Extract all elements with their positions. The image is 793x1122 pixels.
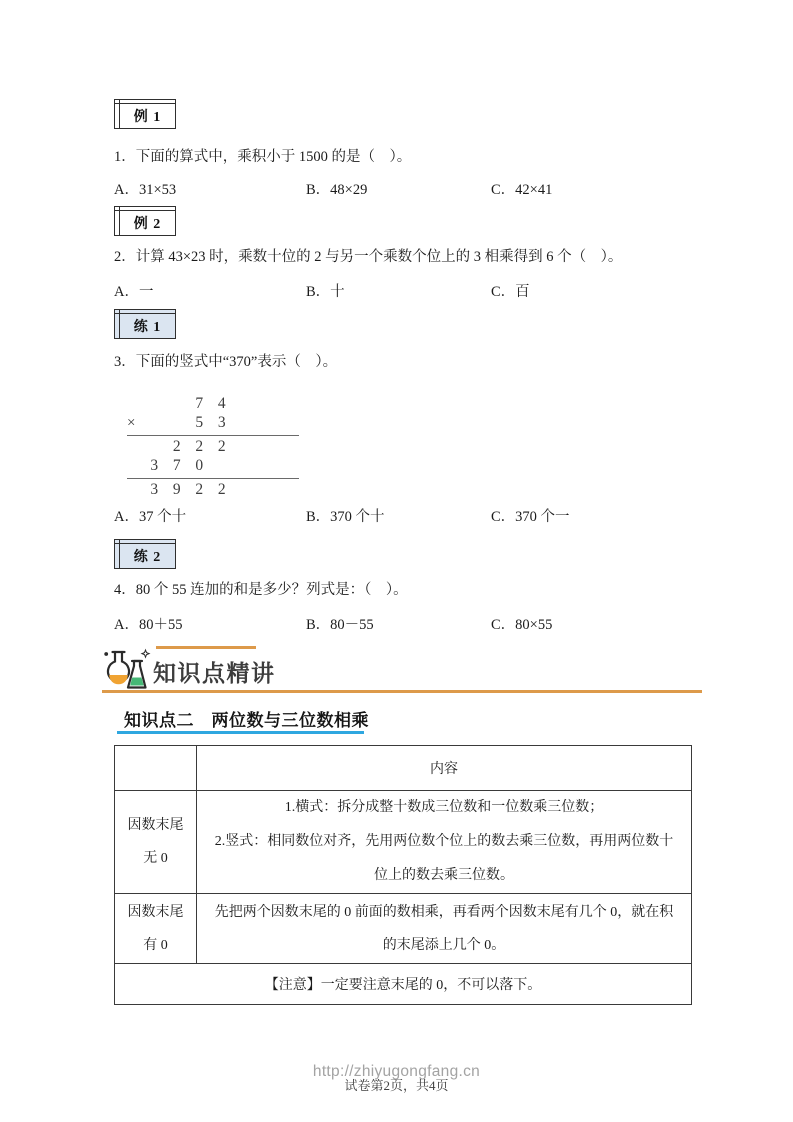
question-3-option-c: C．370 个一 bbox=[491, 509, 570, 525]
question-2-option-a: A．一 bbox=[114, 284, 154, 300]
question-1-option-c: C．42×41 bbox=[491, 182, 553, 198]
question-2-text: 2．计算 43×23 时，乘数十位的 2 与另一个乘数个位上的 3 相乘得到 6 个（ ）。 bbox=[114, 249, 623, 265]
row-content-with-zero bbox=[197, 894, 692, 964]
tag-box-example-2 bbox=[114, 206, 176, 236]
mult-row-product bbox=[127, 480, 299, 500]
table-row-with-zero bbox=[115, 894, 692, 964]
question-3-options bbox=[114, 505, 694, 526]
mult-digit: 3 bbox=[150, 480, 159, 498]
mult-digit: 0 bbox=[195, 457, 204, 475]
question-3-option-b: B．370 个十 bbox=[306, 509, 385, 525]
row-label-line-2: 无 0 bbox=[143, 851, 168, 866]
mult-row-multiplier bbox=[127, 414, 299, 434]
tag-box-practice-2 bbox=[114, 539, 176, 569]
mult-digit: 3 bbox=[150, 457, 159, 475]
tag-label-example-2: 例 2 bbox=[133, 217, 162, 232]
mult-row-multiplicand bbox=[127, 394, 299, 414]
mult-digit: 4 bbox=[217, 394, 226, 412]
question-1-text: 1．下面的算式中，乘积小于 1500 的是（ ）。 bbox=[114, 149, 412, 165]
table-header-content: 内容 bbox=[197, 746, 692, 791]
mult-digit: 9 bbox=[172, 480, 181, 498]
tag-box-example-1 bbox=[114, 99, 176, 129]
mult-digit: 2 bbox=[172, 437, 181, 455]
mult-row-partial-2 bbox=[127, 457, 299, 477]
mult-digit: 7 bbox=[195, 394, 204, 412]
row-content-no-zero bbox=[197, 791, 692, 894]
mult-separator-line bbox=[127, 435, 299, 436]
accent-line-short bbox=[156, 646, 256, 649]
mult-digit: 7 bbox=[172, 457, 181, 475]
row-label-line-1: 因数末尾 bbox=[127, 904, 184, 920]
table-row-no-zero bbox=[115, 791, 692, 894]
question-1-option-a: A．31×53 bbox=[114, 182, 177, 198]
mult-row-partial-1 bbox=[127, 437, 299, 457]
row-content-wrapper bbox=[197, 896, 691, 962]
row-label-no-zero bbox=[115, 791, 197, 894]
question-3-option-a: A．37 个十 bbox=[114, 509, 187, 525]
row-label-with-zero bbox=[115, 894, 197, 964]
mult-separator-line bbox=[127, 478, 299, 479]
tag-label-practice-1: 练 1 bbox=[133, 320, 162, 335]
question-1-option-b: B．48×29 bbox=[306, 182, 368, 198]
content-point-1: 先把两个因数末尾的 0 前面的数相乘，再看两个因数末尾有几个 0，就在积的末尾添上几个 0。 bbox=[214, 904, 674, 953]
row-label-line-2: 有 0 bbox=[143, 937, 168, 953]
question-4-text: 4．80 个 55 连加的和是多少？列式是：（ ）。 bbox=[114, 582, 408, 598]
multiply-sign: × bbox=[127, 414, 136, 431]
question-4-option-b: B．80－55 bbox=[306, 617, 374, 633]
table-header-empty-cell bbox=[115, 746, 197, 791]
question-3-text: 3．下面的竖式中“370”表示（ ）。 bbox=[114, 354, 338, 370]
flask-icon-svg bbox=[103, 648, 151, 692]
mult-digit: 2 bbox=[217, 437, 226, 455]
question-2-options bbox=[114, 280, 694, 301]
footer-page-number: 试卷第2页，共4页 bbox=[344, 1078, 449, 1093]
accent-line-full bbox=[102, 690, 702, 693]
topic-heading: 知识点二 两位数与三位数相乘 bbox=[124, 711, 369, 730]
mult-digit: 5 bbox=[195, 414, 204, 432]
table-header-row bbox=[115, 746, 692, 791]
row-label-line-1: 因数末尾 bbox=[127, 818, 184, 833]
question-1-options bbox=[114, 178, 694, 199]
knowledge-table bbox=[114, 745, 692, 1005]
question-2-option-b: B．十 bbox=[306, 284, 345, 300]
mult-digit: 2 bbox=[217, 480, 226, 498]
footer-watermark-url: http://zhiyugongfang.cn bbox=[312, 1063, 481, 1080]
topic-underline bbox=[117, 731, 364, 734]
row-content-wrapper bbox=[197, 791, 691, 893]
tag-label-practice-2: 练 2 bbox=[133, 550, 162, 565]
question-2-option-c: C．百 bbox=[491, 284, 530, 300]
content-point-1: 1.横式：拆分成整十数成三位数和一位数乘三位数； bbox=[284, 800, 604, 815]
tag-label-example-1: 例 1 bbox=[133, 110, 162, 125]
section-title: 知识点精讲 bbox=[153, 660, 276, 686]
question-4-option-c: C．80×55 bbox=[491, 617, 553, 633]
mult-digit: 2 bbox=[195, 437, 204, 455]
tag-box-practice-1 bbox=[114, 309, 176, 339]
question-4-option-a: A．80＋55 bbox=[114, 617, 183, 633]
vertical-multiplication bbox=[127, 394, 299, 500]
mult-digit: 2 bbox=[195, 480, 204, 498]
content-point-2: 2.竖式：相同数位对齐，先用两位数个位上的数去乘三位数，再用两位数十位上的数去乘三位数。 bbox=[214, 834, 674, 883]
table-note-cell: 【注意】一定要注意末尾的 0，不可以落下。 bbox=[115, 964, 692, 1005]
mult-digit: 3 bbox=[217, 414, 226, 432]
table-note-row bbox=[115, 964, 692, 1005]
question-4-options bbox=[114, 613, 694, 634]
